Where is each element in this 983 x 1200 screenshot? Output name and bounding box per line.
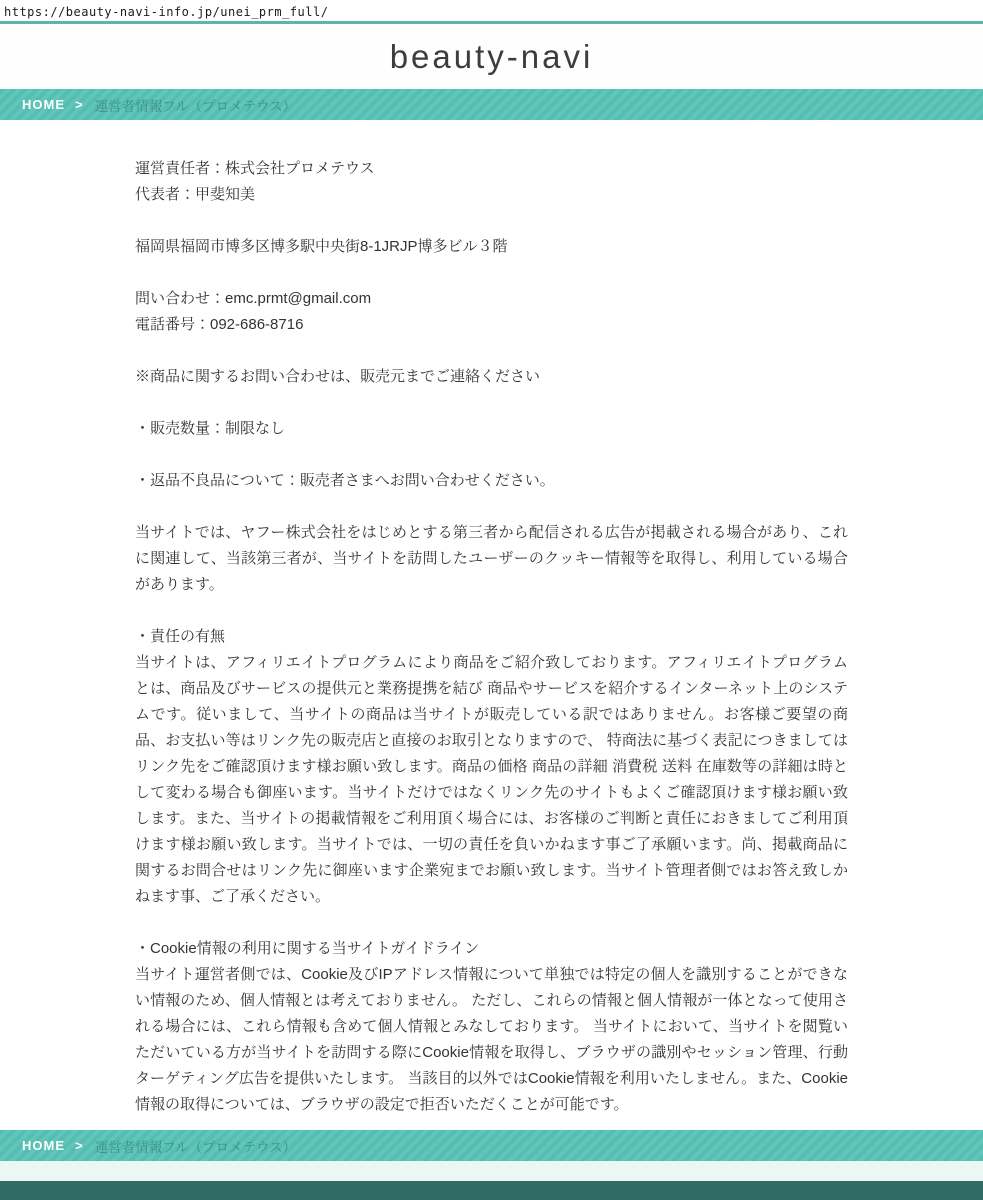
sales-quantity-note: ・販売数量：制限なし [135,420,286,437]
breadcrumb-top [0,89,983,120]
footer-mint-strip [0,1161,983,1181]
address-block [135,234,848,260]
breadcrumb-separator: > [75,1138,83,1153]
representative-line: 代表者：甲斐知美 [135,186,256,203]
address-line: 福岡県福岡市博多区博多駅中央街8-1JRJP博多ビル３階 [135,238,508,255]
phone-line: 電話番号：092-686-8716 [135,316,304,333]
contact-email-line: 問い合わせ：emc.prmt@gmail.com [135,290,372,307]
breadcrumb-current-page: 運営者情報フル（プロメテウス） [94,98,297,114]
site-title: beauty-navi [389,37,594,75]
third-party-ads-paragraph: 当サイトでは、ヤフー株式会社をはじめとする第三者から配信される広告が掲載される場合があり、これに関連して、当該第三者が、当サイトを訪問したユーザーのクッキー情報等を取得し、利用している場合があります。 [135,524,848,593]
breadcrumb-home-link[interactable]: HOME [22,1138,65,1153]
operator-line: 運営責任者：株式会社プロメテウス [135,160,375,177]
breadcrumb-bottom [0,1130,983,1161]
breadcrumb-current-page: 運営者情報フル（プロメテウス） [94,1139,297,1155]
page-url: https://beauty-navi-info.jp/unei_prm_full/ [4,5,329,19]
site-header [0,24,983,89]
liability-block [135,624,848,910]
footer-dark-bar [0,1181,983,1200]
cookie-heading: ・Cookie情報の利用に関する当サイトガイドライン [135,940,480,957]
cookie-paragraph: 当サイト運営者側では、Cookie及びIPアドレス情報について単独では特定の個人を識別することができない情報のため、個人情報とは考えておりません。 ただし、これらの情報と個人情報が一体となって使用される場合には、これら情報も含めて個人情報とみなしております。 当サイトにおいて、当サイトを閲覧いただいている方が当サイトを訪問する際にCookie情報を取得し、ブラウザの識別やセッション管理、行動ターゲティング広告を提供いたします。 当該目的以外ではCookie情報を利用いたしません。また、Cookie情報の取得については、ブラウザの設定で拒否いただくことが可能です。 [135,966,848,1113]
returns-note: ・返品不良品について：販売者さまへお問い合わせください。 [135,472,555,489]
breadcrumb-home-link[interactable]: HOME [22,97,65,112]
product-inquiry-note: ※商品に関するお問い合わせは、販売元までご連絡ください [135,368,541,385]
page-footer [0,1130,983,1200]
operator-info-block [135,156,848,208]
contact-block [135,286,848,338]
main-content [135,120,848,1118]
breadcrumb-separator: > [75,97,83,112]
cookie-block [135,936,848,1118]
liability-heading: ・責任の有無 [135,628,226,645]
liability-paragraph: 当サイトは、アフィリエイトプログラムにより商品をご紹介致しております。アフィリエイトプログラムとは、商品及びサービスの提供元と業務提携を結び 商品やサービスを紹介するインターネット上のシステムです。従いまして、当サイトの商品は当サイトが販売している訳ではありません。お客様ご要望の商品、お支払い等はリンク先の販売店と直接のお取引となりますので、 特商法に基づく表記につきましてはリンク先をご確認頂けます様お願い致します。商品の価格 商品の詳細 消費税 送料 在庫数等の詳細は時として変わる場合も御座います。当サイトだけではなくリンク先のサイトもよくご確認頂けます様お願い致します。また、当サイトの掲載情報をご利用頂く場合には、お客様のご判断と責任におきましてご利用頂けます様お願い致します。当サイトでは、一切の責任を負いかねます事ご了承願います。尚、掲載商品に関するお問合せはリンク先に御座います企業宛までお願い致します。当サイト管理者側ではお答え致しかねます事、ご了承ください。 [135,654,848,905]
url-strip [0,0,983,21]
